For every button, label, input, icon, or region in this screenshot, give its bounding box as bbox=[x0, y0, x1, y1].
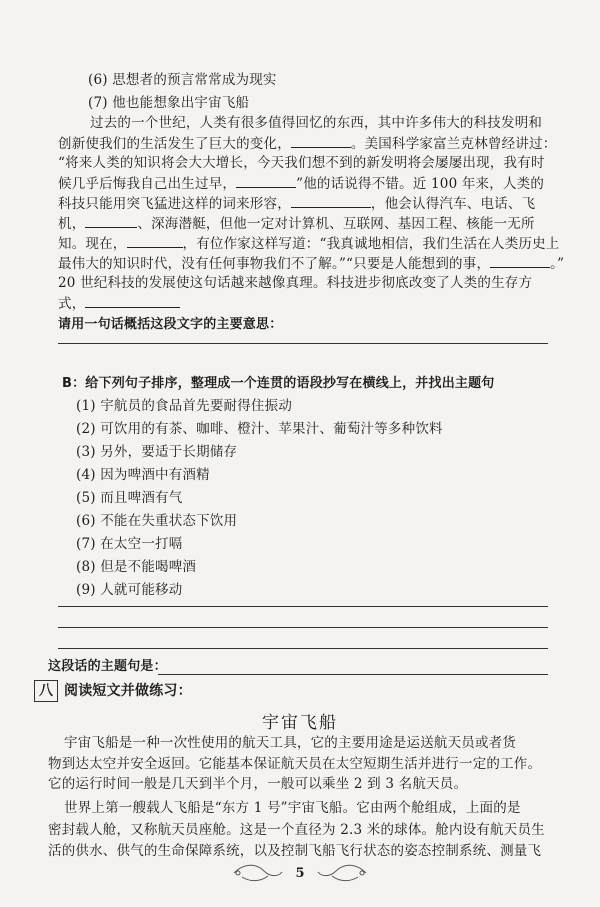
fill-blank[interactable] bbox=[291, 195, 371, 208]
sentence-item: (6) 不能在失重状态下饮用 bbox=[76, 513, 238, 529]
passage-line bbox=[58, 195, 535, 212]
fill-blank[interactable] bbox=[85, 215, 137, 228]
sentence-item: (7) 在太空一打嗝 bbox=[76, 536, 183, 552]
passage-text: 、深海潜艇，但他一定对计算机、互联网、基因工程、核能一无所 bbox=[137, 216, 535, 232]
answer-line[interactable] bbox=[58, 648, 548, 649]
fill-blank[interactable] bbox=[490, 255, 550, 268]
answer-line[interactable] bbox=[58, 343, 548, 344]
passage-line: 过去的一个世纪，人类有很多值得回忆的东西，其中许多伟大的科技发明和 bbox=[90, 115, 543, 131]
passage-line bbox=[58, 215, 535, 232]
passage-line: 20 世纪科技的发展使这句话越来越像真理。科技进步彻底改变了人类的生存方 bbox=[58, 275, 533, 291]
fill-blank[interactable] bbox=[291, 135, 351, 148]
article-line: 密封载人舱，又称航天员座舱。这是一个直径为 2.3 米的球体。舱内设有航天员生 bbox=[48, 822, 545, 838]
sentence-item: (9) 人就可能移动 bbox=[76, 582, 183, 598]
passage-text: ，有位作家这样写道：“我真诚地相信，我们生活在人类历史上 bbox=[182, 236, 560, 252]
passage-text: ，他会认得汽车、电话、飞 bbox=[370, 196, 536, 212]
article-line: 物到达太空并安全返回。它能基本保证航天员在太空短期生活并进行一定的工作。 bbox=[48, 756, 542, 772]
sentence-item: (3) 另外，要适于长期储存 bbox=[76, 444, 238, 460]
answer-line[interactable] bbox=[58, 606, 548, 607]
sentence-item: (5) 而且啤酒有气 bbox=[76, 490, 183, 506]
fill-blank[interactable] bbox=[236, 175, 296, 188]
passage-line bbox=[58, 255, 564, 272]
passage-text: 。” bbox=[550, 256, 565, 272]
passage-line bbox=[58, 175, 544, 192]
article-line: 世界上第一艘载人飞船是“东方 1 号”宇宙飞船。它由两个舱组成，上面的是 bbox=[64, 800, 521, 816]
section-number: 八 bbox=[34, 680, 58, 702]
passage-line bbox=[58, 135, 556, 152]
topic-sentence-prompt: 这段话的主题句是： bbox=[48, 659, 167, 674]
passage-text: 式， bbox=[58, 296, 86, 312]
passage-text: 科技只能用突飞猛进这样的词来形容， bbox=[58, 196, 291, 212]
passage-text: 创新使我们的生活发生了巨大的变化， bbox=[58, 136, 291, 152]
section-b-instruction: B：给下列句子排序，整理成一个连贯的语段抄写在横线上，并找出主题句 bbox=[62, 376, 495, 391]
passage-text: 候几乎后悔我自己出生过早， bbox=[58, 176, 237, 192]
article-line: 活的供水、供气的生命保障系统，以及控制飞船飞行状态的姿态控制系统、测量飞 bbox=[48, 843, 542, 859]
sentence-item: (4) 因为啤酒中有酒精 bbox=[76, 467, 210, 483]
article-line: 宇宙飞船是一种一次性使用的航天工具，它的主要用途是运送航天员或者货 bbox=[64, 735, 517, 751]
sentence-item: (1) 宇航员的食品首先要耐得住振动 bbox=[76, 398, 293, 414]
summary-prompt: 请用一句话概括这段文字的主要意思： bbox=[58, 317, 283, 332]
option-6: (6) 思想者的预言常常成为现实 bbox=[88, 72, 277, 88]
passage-text: 机， bbox=[58, 216, 86, 232]
passage-text: 。美国科学家富兰克林曾经讲过： bbox=[350, 136, 557, 152]
fill-blank[interactable] bbox=[127, 235, 183, 248]
answer-line[interactable] bbox=[58, 627, 548, 628]
fill-blank[interactable] bbox=[85, 295, 180, 308]
passage-line bbox=[58, 235, 560, 252]
passage-text: 知。现在， bbox=[58, 236, 127, 252]
section-heading: 阅读短文并做练习： bbox=[64, 683, 192, 699]
option-7: (7) 他也能想象出宇宙飞船 bbox=[88, 95, 250, 111]
sentence-item: (8) 但是不能喝啤酒 bbox=[76, 559, 197, 575]
sentence-item: (2) 可饮用的有茶、咖啡、橙汁、苹果汁、葡萄汁等多种饮料 bbox=[76, 421, 443, 437]
passage-text: ”他的话说得不错。近 100 年来，人类的 bbox=[296, 176, 545, 192]
article-line: 它的运行时间一般是几天到半个月，一般可以乘坐 2 到 3 名航天员。 bbox=[48, 776, 468, 792]
article-title: 宇宙飞船 bbox=[262, 713, 338, 733]
passage-line bbox=[58, 295, 180, 312]
passage-line: “将来人类的知识将会大大增长，今天我们想不到的新发明将会屡屡出现，我有时 bbox=[58, 155, 545, 171]
page-number: 5 bbox=[295, 866, 305, 881]
topic-answer-line[interactable] bbox=[158, 674, 548, 675]
passage-text: 最伟大的知识时代，没有任何事物我们不了解。”“只要是人能想到的事， bbox=[58, 256, 491, 272]
